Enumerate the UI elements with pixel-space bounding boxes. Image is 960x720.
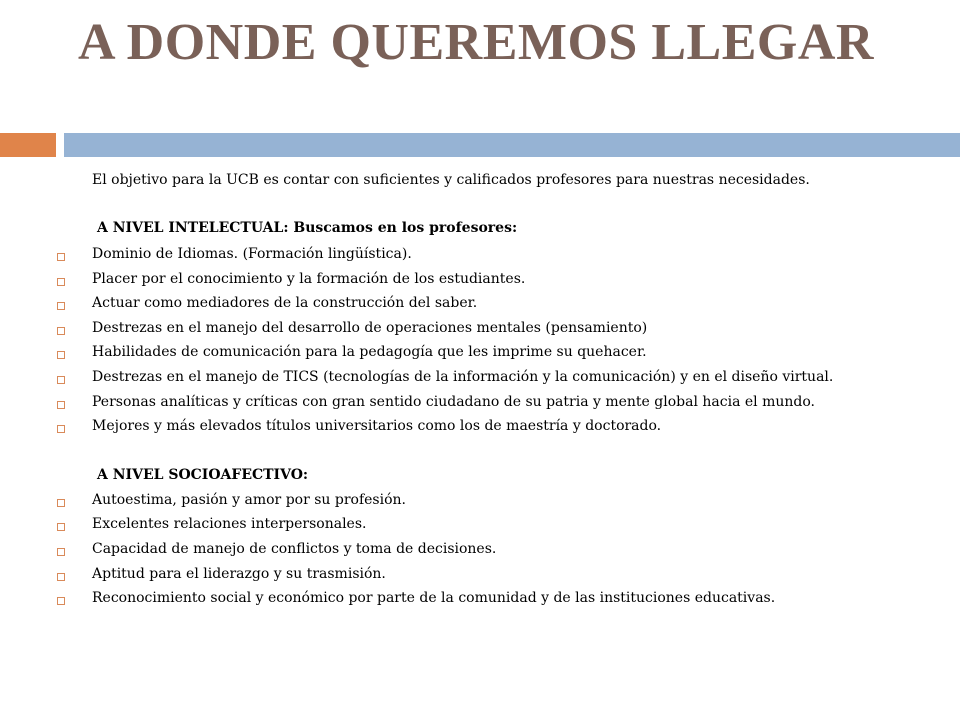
list-item: Actuar como mediadores de la construcción del saber. <box>92 295 478 311</box>
list-item: Autoestima, pasión y amor por su profesión. <box>92 492 406 508</box>
intellectual-heading-suffix: Buscamos en los profesores: <box>293 220 518 236</box>
square-bullet-icon <box>57 597 65 605</box>
intellectual-heading <box>97 218 517 238</box>
socioafective-heading: A NIVEL SOCIOAFECTIVO: <box>97 467 309 483</box>
square-bullet-icon <box>57 573 65 581</box>
slide-title <box>78 14 938 72</box>
accent-bar-orange <box>0 133 56 157</box>
list-item: Excelentes relaciones interpersonales. <box>92 516 367 532</box>
list-item: Capacidad de manejo de conflictos y toma de decisiones. <box>92 541 497 557</box>
list-item: Aptitud para el liderazgo y su trasmisión. <box>92 566 386 582</box>
list-item: Destrezas en el manejo del desarrollo de operaciones mentales (pensamiento) <box>92 320 648 336</box>
list-item: Placer por el conocimiento y la formación de los estudiantes. <box>92 271 526 287</box>
square-bullet-icon <box>57 278 65 286</box>
square-bullet-icon <box>57 253 65 261</box>
list-item: Mejores y más elevados títulos universitarios como los de maestría y doctorado. <box>92 418 662 434</box>
list-item: Reconocimiento social y económico por parte de la comunidad y de las instituciones educativas. <box>92 590 776 606</box>
square-bullet-icon <box>57 376 65 384</box>
list-item: Personas analíticas y críticas con gran sentido ciudadano de su patria y mente global hacia el mundo. <box>92 394 815 410</box>
list-item: Habilidades de comunicación para la pedagogía que les imprime su quehacer. <box>92 344 647 360</box>
square-bullet-icon <box>57 327 65 335</box>
square-bullet-icon <box>57 499 65 507</box>
list-item: Destrezas en el manejo de TICS (tecnologías de la información y la comunicación) y en el diseño virtual. <box>92 369 834 385</box>
square-bullet-icon <box>57 425 65 433</box>
intellectual-heading-label: A NIVEL INTELECTUAL: <box>97 220 289 236</box>
square-bullet-icon <box>57 351 65 359</box>
accent-bar-blue <box>64 133 960 157</box>
intro-text: El objetivo para la UCB es contar con suficientes y calificados profesores para nuestras necesidades. <box>92 172 810 188</box>
square-bullet-icon <box>57 401 65 409</box>
square-bullet-icon <box>57 302 65 310</box>
square-bullet-icon <box>57 523 65 531</box>
list-item: Dominio de Idiomas. (Formación lingüística). <box>92 246 412 262</box>
slide-title-text: A DONDE QUEREMOS LLEGAR <box>78 14 874 71</box>
square-bullet-icon <box>57 548 65 556</box>
